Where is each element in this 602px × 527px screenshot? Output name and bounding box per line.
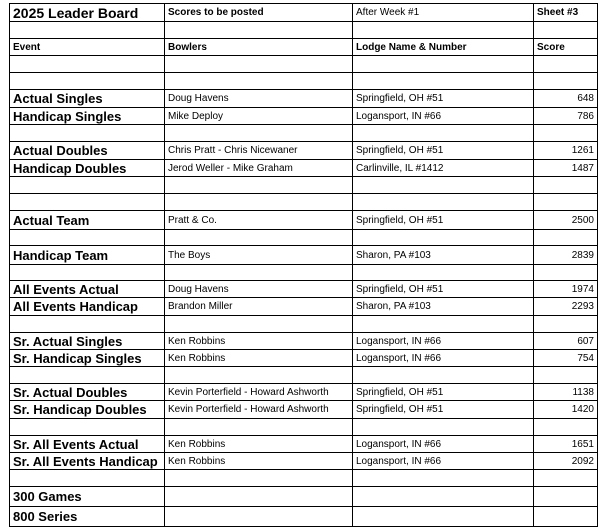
bowlers-cell: Ken Robbins — [165, 350, 353, 367]
bowlers-cell: Kevin Porterfield - Howard Ashworth — [165, 401, 353, 419]
blank-row — [10, 125, 598, 142]
score-column-header: Score — [534, 39, 598, 56]
event-cell: 300 Games — [10, 487, 165, 507]
lodge-cell: Logansport, IN #66 — [353, 350, 534, 367]
bowlers-cell: Ken Robbins — [165, 333, 353, 350]
blank-row — [10, 73, 598, 90]
board-title: 2025 Leader Board — [10, 4, 165, 22]
table-row — [10, 384, 598, 401]
bowlers-cell — [165, 125, 353, 142]
score-cell: 1420 — [534, 401, 598, 419]
score-cell — [534, 73, 598, 90]
table-row — [10, 507, 598, 527]
lodge-cell: Springfield, OH #51 — [353, 281, 534, 298]
bowlers-cell: Mike Deploy — [165, 108, 353, 125]
blank-row — [10, 194, 598, 211]
score-cell — [534, 125, 598, 142]
scores-status: Scores to be posted — [165, 4, 353, 22]
event-cell — [10, 419, 165, 436]
event-cell — [10, 367, 165, 384]
bowlers-cell — [165, 56, 353, 73]
event-cell — [10, 230, 165, 246]
event-cell: Handicap Singles — [10, 108, 165, 125]
lodge-cell: Logansport, IN #66 — [353, 453, 534, 470]
bowlers-cell — [165, 507, 353, 527]
score-cell — [534, 230, 598, 246]
score-cell — [534, 487, 598, 507]
event-cell — [10, 73, 165, 90]
score-cell — [534, 194, 598, 211]
lodge-cell: Springfield, OH #51 — [353, 384, 534, 401]
sheet-number: Sheet #3 — [534, 4, 598, 22]
lodge-cell: Sharon, PA #103 — [353, 246, 534, 265]
event-cell — [10, 56, 165, 73]
bowlers-cell: Ken Robbins — [165, 453, 353, 470]
score-cell: 786 — [534, 108, 598, 125]
event-cell: All Events Actual — [10, 281, 165, 298]
blank-row — [10, 265, 598, 281]
score-cell: 1138 — [534, 384, 598, 401]
bowlers-cell — [165, 367, 353, 384]
event-cell: Sr. All Events Actual — [10, 436, 165, 453]
lodge-column-header: Lodge Name & Number — [353, 39, 534, 56]
lodge-cell — [353, 73, 534, 90]
bowlers-cell: Kevin Porterfield - Howard Ashworth — [165, 384, 353, 401]
lodge-cell: Springfield, OH #51 — [353, 401, 534, 419]
score-cell: 2293 — [534, 298, 598, 316]
lodge-cell: Springfield, OH #51 — [353, 90, 534, 108]
score-cell: 607 — [534, 333, 598, 350]
bowlers-cell: Pratt & Co. — [165, 211, 353, 230]
score-cell — [534, 177, 598, 194]
blank-row — [10, 419, 598, 436]
bowlers-cell — [165, 177, 353, 194]
event-cell: 800 Series — [10, 507, 165, 527]
score-cell — [534, 470, 598, 487]
event-cell — [10, 470, 165, 487]
title-row — [10, 4, 598, 22]
event-cell: Actual Singles — [10, 90, 165, 108]
lodge-cell: Springfield, OH #51 — [353, 142, 534, 160]
score-cell: 754 — [534, 350, 598, 367]
score-cell: 1487 — [534, 160, 598, 177]
event-cell: Handicap Team — [10, 246, 165, 265]
score-cell — [534, 419, 598, 436]
bowlers-cell — [165, 419, 353, 436]
lodge-cell: Carlinville, IL #1412 — [353, 160, 534, 177]
leader-board-sheet — [9, 3, 597, 527]
lodge-cell — [353, 177, 534, 194]
event-cell — [10, 316, 165, 333]
lodge-cell — [353, 316, 534, 333]
bowlers-cell — [165, 470, 353, 487]
lodge-cell: Logansport, IN #66 — [353, 436, 534, 453]
table-row — [10, 211, 598, 230]
table-row — [10, 108, 598, 125]
lodge-cell: Logansport, IN #66 — [353, 108, 534, 125]
week-label: After Week #1 — [353, 4, 534, 22]
lodge-cell — [353, 194, 534, 211]
blank-row — [10, 367, 598, 384]
bowlers-cell — [165, 316, 353, 333]
event-cell — [10, 194, 165, 211]
event-cell: Handicap Doubles — [10, 160, 165, 177]
event-cell: Sr. Actual Doubles — [10, 384, 165, 401]
lodge-cell: Sharon, PA #103 — [353, 298, 534, 316]
score-cell: 2839 — [534, 246, 598, 265]
bowlers-cell — [165, 194, 353, 211]
lodge-cell — [353, 507, 534, 527]
score-cell — [534, 265, 598, 281]
table-row — [10, 246, 598, 265]
bowlers-cell: Doug Havens — [165, 281, 353, 298]
lodge-cell — [353, 487, 534, 507]
bowlers-cell: Brandon Miller — [165, 298, 353, 316]
table-row — [10, 401, 598, 419]
event-cell: Actual Team — [10, 211, 165, 230]
event-cell: Sr. All Events Handicap — [10, 453, 165, 470]
blank-row — [10, 316, 598, 333]
lodge-cell — [353, 230, 534, 246]
table-row — [10, 453, 598, 470]
blank-row — [10, 230, 598, 246]
bowlers-cell: The Boys — [165, 246, 353, 265]
event-cell: Sr. Handicap Doubles — [10, 401, 165, 419]
event-column-header: Event — [10, 39, 165, 56]
leader-board-table — [9, 3, 598, 527]
table-row — [10, 142, 598, 160]
blank-row — [10, 177, 598, 194]
table-row — [10, 281, 598, 298]
score-cell: 1974 — [534, 281, 598, 298]
score-cell: 1261 — [534, 142, 598, 160]
score-cell — [534, 316, 598, 333]
bowlers-cell: Ken Robbins — [165, 436, 353, 453]
table-row — [10, 333, 598, 350]
header-row — [10, 39, 598, 56]
score-cell: 2500 — [534, 211, 598, 230]
bowlers-cell: Jerod Weller - Mike Graham — [165, 160, 353, 177]
lodge-cell: Logansport, IN #66 — [353, 333, 534, 350]
event-cell — [10, 125, 165, 142]
lodge-cell — [353, 125, 534, 142]
lodge-cell — [353, 419, 534, 436]
blank-row — [10, 22, 598, 39]
bowlers-cell: Doug Havens — [165, 90, 353, 108]
lodge-cell — [353, 367, 534, 384]
bowlers-cell — [165, 487, 353, 507]
score-cell — [534, 507, 598, 527]
event-cell: Sr. Actual Singles — [10, 333, 165, 350]
bowlers-cell — [165, 73, 353, 90]
bowlers-cell — [165, 230, 353, 246]
table-row — [10, 436, 598, 453]
score-cell: 648 — [534, 90, 598, 108]
score-cell: 2092 — [534, 453, 598, 470]
score-cell — [534, 56, 598, 73]
blank-row — [10, 470, 598, 487]
event-cell: Sr. Handicap Singles — [10, 350, 165, 367]
bowlers-cell — [165, 265, 353, 281]
bowlers-cell: Chris Pratt - Chris Nicewaner — [165, 142, 353, 160]
event-cell: Actual Doubles — [10, 142, 165, 160]
event-cell — [10, 265, 165, 281]
bowlers-column-header: Bowlers — [165, 39, 353, 56]
table-row — [10, 298, 598, 316]
table-row — [10, 350, 598, 367]
event-cell: All Events Handicap — [10, 298, 165, 316]
lodge-cell — [353, 265, 534, 281]
lodge-cell — [353, 56, 534, 73]
score-cell — [534, 367, 598, 384]
table-row — [10, 90, 598, 108]
event-cell — [10, 177, 165, 194]
lodge-cell: Springfield, OH #51 — [353, 211, 534, 230]
table-row — [10, 487, 598, 507]
lodge-cell — [353, 470, 534, 487]
table-row — [10, 160, 598, 177]
blank-row — [10, 56, 598, 73]
score-cell: 1651 — [534, 436, 598, 453]
